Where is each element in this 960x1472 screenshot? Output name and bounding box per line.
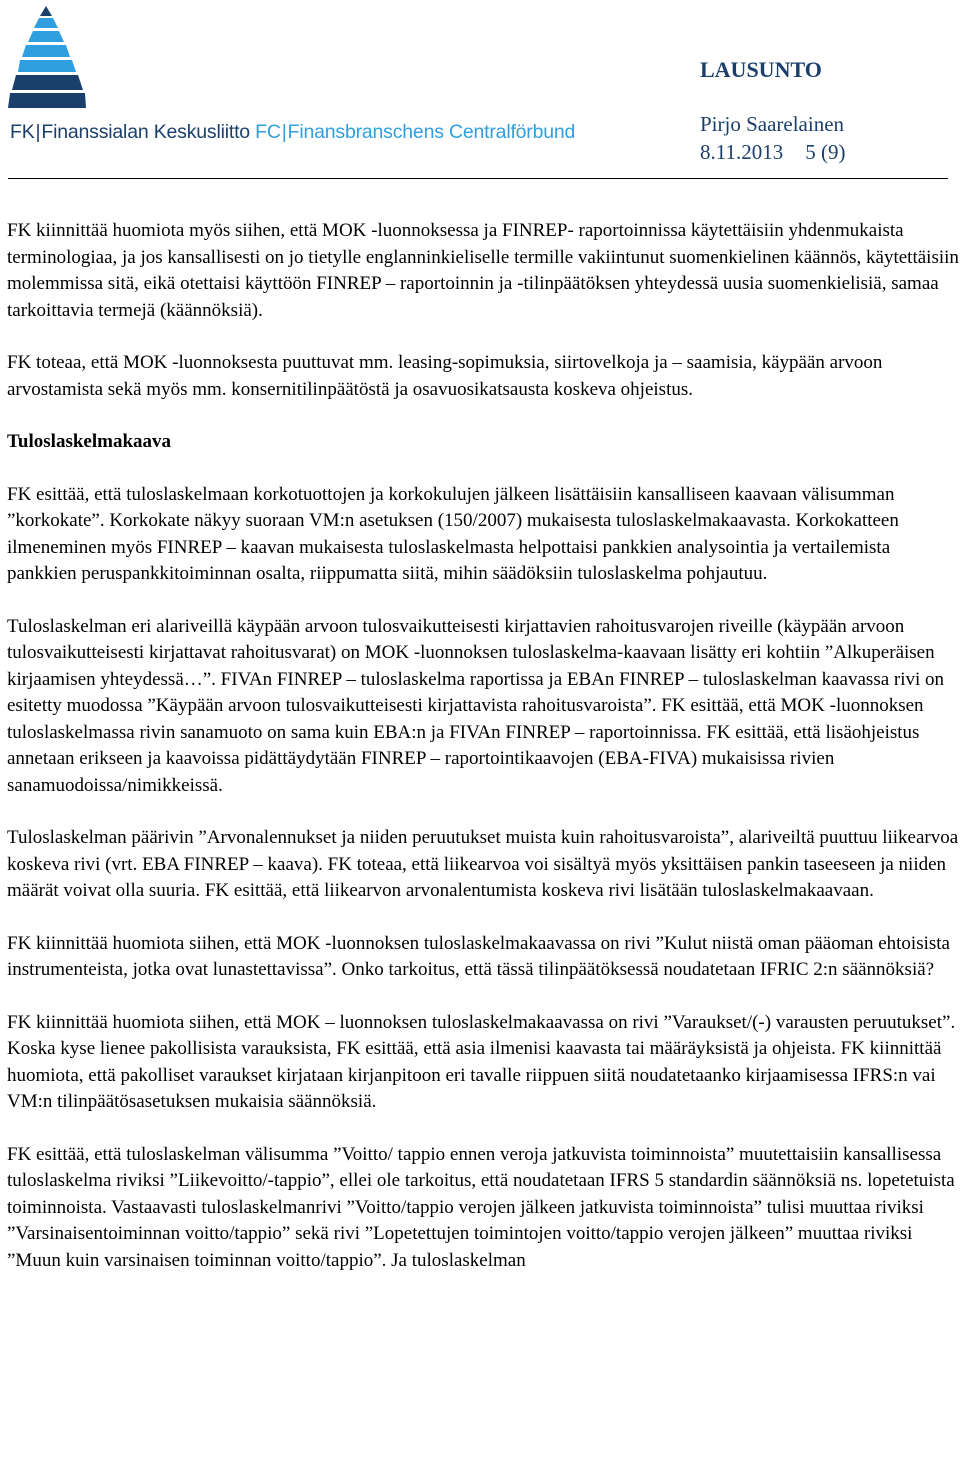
paragraph-3: FK esittää, että tuloslaskelmaan korkotuottojen ja korkokulujen jälkeen lisättäisiin kansalliseen kaavaan välisumman ”korkokate”. Korkokate näkyy suoraan VM:n asetuksen (150/2007) mukaisesta tuloslaskelmakaavasta. Korkokatteen ilmeneminen myös FINREP – kaavan mukaisesta tuloslaskelmasta helpottaisi pankkien analysointia ja vertailemista pankkien peruspankkitoiminnan osalta, riippumatta siitä, mihin säädöksiin tuloslaskelma pohjautuu. bbox=[7, 483, 899, 584]
logo-fk: FK bbox=[10, 121, 35, 143]
logo-fk-name: Finanssialan Keskusliitto bbox=[41, 121, 250, 143]
header-divider bbox=[8, 178, 948, 179]
paragraph-1: FK kiinnittää huomiota myös siihen, että MOK -luonnoksessa ja FINREP- raportoinnissa käytettäisiin yhdenmukaista terminologiaa, ja jos kansallisesti on jo tietylle englanninkieliselle termille vakiintunut suomenkielinen käännös, käytettäisiin molemmissa sitä, eikä otettaisi käyttöön FINREP – raportoinnin ja -tilinpäätöksen yhteydessä uusia suomenkielisiä, samaa tarkoittavia termejä (käännöksiä). bbox=[7, 220, 959, 321]
document-body bbox=[7, 218, 959, 1274]
paragraph-7: FK kiinnittää huomiota siihen, että MOK – luonnoksen tuloslaskelmakaavassa on rivi ”Varaukset/(-) varausten peruutukset”. Koska kyse lienee pakollisista varauksista, FK esittää, että asia ilmenisi kaavasta tai määräyksistä ja ohjeista. FK kiinnittää huomiota, että pakolliset varaukset kirjataan kirjanpitoon eri tavalle riippuen siitä noudatetaanko kirjaamisessa IFRS:n vai VM:n tilinpäätösasetuksen mukaisia säännöksiä. bbox=[7, 1011, 956, 1112]
page-number: 5 (9) bbox=[805, 140, 846, 164]
logo-fc: FC bbox=[255, 121, 281, 143]
logo bbox=[6, 4, 576, 144]
page-header bbox=[0, 0, 960, 180]
document-date: 8.11.2013 bbox=[700, 140, 784, 164]
paragraph-4: Tuloslaskelman eri alariveillä käypään arvoon tulosvaikutteisesti kirjattavien rahoitusvarojen riveille (käypään arvoon tulosvaikutteisesti kirjattavat rahoitusvarat) on MOK -luonnoksen tuloslaskelma-kaavaan lisätty eri kohtiin ”Alkuperäisen kirjaamisen yhteydessä…”. FIVAn FINREP – tuloslaskelma raportissa ja EBAn FINREP – tuloslaskelman kaavassa rivi on esitetty muodossa ”Käypään arvoon tulosvaikutteisesti kirjattavista rahoitusvaroista”. FK esittää, että MOK -luonnoksen tuloslaskelmassa rivin sanamuoto on sama kuin EBA:n ja FIVAn FINREP – raportoinnissa. FK esittää, että lisäohjeistus annetaan erikseen ja kaavoissa pidättäydytään FINREP – raportointikaavojen (EBA-FIVA) mukaisissa rivien sanamuodoissa/nimikkeissä. bbox=[7, 615, 945, 796]
document-type: LAUSUNTO bbox=[700, 57, 822, 82]
paragraph-6: FK kiinnittää huomiota siihen, että MOK -luonnoksen tuloslaskelmakaavassa on rivi ”Kulut niistä oman pääoman ehtoisista instrumenteista, jotka ovat lunastettavissa”. Onko tarkoitus, että tässä tilinpäätöksessä noudatetaan IFRIC 2:n säännöksiä? bbox=[7, 932, 950, 980]
paragraph-5: Tuloslaskelman päärivin ”Arvonalennukset ja niiden peruutukset muista kuin rahoitusvaroista”, alariveiltä puuttuu liikearvoa koskeva rivi (vrt. EBA FINREP – kaava). FK toteaa, että liikearvoa voi sisältyä myös yksittäisen pankin taseeseen ja niiden määrät voivat olla suuria. FK esittää, että liikearvon arvonalentumista koskeva rivi lisätään tuloslaskelmakaavaan. bbox=[7, 827, 959, 901]
author: Pirjo Saarelainen bbox=[700, 112, 845, 136]
logo-mark-icon bbox=[6, 4, 86, 112]
paragraph-2: FK toteaa, että MOK -luonnoksesta puuttuvat mm. leasing-sopimuksia, siirtovelkoja ja – saamisia, käypään arvoon arvostamista sekä myös mm. konsernitilinpäätöstä ja osavuosikatsausta koskeva ohjeistus. bbox=[7, 352, 883, 400]
paragraph-8: FK esittää, että tuloslaskelman välisumma ”Voitto/ tappio ennen veroja jatkuvista toiminnoista” muutettaisiin kansallisessa tuloslaskelma riviksi ”Liikevoitto/-tappio”, ellei ole tarkoitus, että noudatetaan IFRS 5 standardin säännöksiä ns. lopetetuista toiminnoista. Vastaavasti tuloslaskelmanrivi ”Voitto/tappio verojen jälkeen jatkuvista toiminnoista” tulisi muuttaa riviksi ”Varsinaisentoiminnan voitto/tappio” sekä rivi ”Lopetettujen toimintojen voitto/tappio verojen jälkeen” muuttaa riviksi ”Muun kuin varsinaisen toiminnan voitto/tappio”. Ja tuloslaskelman bbox=[7, 1143, 955, 1271]
section-heading: Tuloslaskelmakaava bbox=[7, 431, 172, 452]
logo-text: FK|Finanssialan Keskusliitto FC|Finansbranschens Centralförbund bbox=[10, 121, 576, 143]
date-page bbox=[700, 140, 845, 165]
logo-fc-name: Finansbranschens Centralförbund bbox=[287, 121, 576, 143]
